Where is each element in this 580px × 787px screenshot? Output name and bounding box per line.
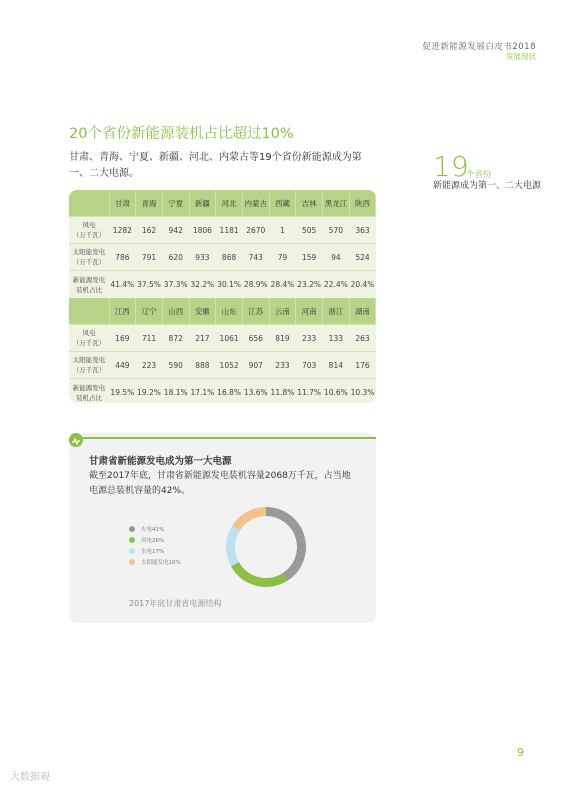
header-title: 促进新能源发展白皮书2018 — [422, 42, 536, 52]
table-row — [69, 379, 376, 404]
table-cell: 263 — [349, 325, 376, 352]
legend-dot — [129, 559, 135, 565]
table-cell: 20.4% — [349, 271, 376, 299]
callout-number: 19 — [433, 150, 469, 183]
table-cell: 888 — [189, 352, 216, 379]
province-header: 内蒙古 — [242, 190, 269, 217]
donut-chart — [225, 506, 307, 588]
legend-label: 水电17% — [141, 548, 165, 555]
table-cell: 32.2% — [189, 271, 216, 299]
table-cell: 159 — [296, 244, 323, 271]
chart-caption: 2017年底甘肃省电源结构 — [129, 599, 222, 608]
table-cell: 786 — [109, 244, 136, 271]
table-cell: 13.6% — [242, 379, 269, 404]
row-label: 新能源发电 装机占比 — [69, 379, 109, 404]
donut-slice — [232, 507, 266, 530]
province-table-panel — [69, 190, 376, 403]
chart-line-icon — [69, 433, 83, 447]
legend-item — [129, 556, 181, 567]
province-header: 浙江 — [323, 298, 350, 325]
legend-item — [129, 523, 181, 534]
table-cell: 30.1% — [216, 271, 243, 299]
province-header: 云南 — [269, 298, 296, 325]
table-cell: 37.3% — [162, 271, 189, 299]
province-header: 河南 — [296, 298, 323, 325]
table-cell: 907 — [242, 352, 269, 379]
province-header: 陕西 — [349, 190, 376, 217]
table-cell: 814 — [323, 352, 350, 379]
table-cell: 19.5% — [109, 379, 136, 404]
donut-slice — [266, 507, 306, 581]
table-cell: 1 — [269, 217, 296, 244]
province-header: 宁夏 — [162, 190, 189, 217]
legend-label: 风电26% — [141, 537, 165, 544]
table-cell: 22.4% — [323, 271, 350, 299]
table-cell: 217 — [189, 325, 216, 352]
table-cell: 524 — [349, 244, 376, 271]
table-header-row — [69, 298, 376, 325]
table-cell: 505 — [296, 217, 323, 244]
table-cell: 1806 — [189, 217, 216, 244]
table-cell: 10.3% — [349, 379, 376, 404]
table-cell: 570 — [323, 217, 350, 244]
table-cell: 449 — [109, 352, 136, 379]
province-header: 安徽 — [189, 298, 216, 325]
table-cell: 656 — [242, 325, 269, 352]
table-cell: 872 — [162, 325, 189, 352]
row-label: 太阳能发电 （万千瓦） — [69, 352, 109, 379]
table-cell: 16.8% — [216, 379, 243, 404]
table-cell: 233 — [269, 352, 296, 379]
table-cell: 169 — [109, 325, 136, 352]
province-header: 江西 — [109, 298, 136, 325]
callout-unit: 个省份 — [466, 170, 492, 180]
row-label: 新能源发电 装机占比 — [69, 271, 109, 299]
province-header: 吉林 — [296, 190, 323, 217]
table-cell: 933 — [189, 244, 216, 271]
table-cell: 1052 — [216, 352, 243, 379]
table-cell: 711 — [136, 325, 163, 352]
row-label: 风电 （万千瓦） — [69, 325, 109, 352]
table-cell: 41.4% — [109, 271, 136, 299]
table-row — [69, 217, 376, 244]
table-cell: 37.5% — [136, 271, 163, 299]
table-cell: 223 — [136, 352, 163, 379]
row-label: 风电 （万千瓦） — [69, 217, 109, 244]
province-table — [69, 190, 376, 403]
section-title: 20个省份新能源装机占比超过10% — [69, 126, 294, 142]
table-cell: 28.4% — [269, 271, 296, 299]
table-corner — [69, 298, 109, 325]
row-label: 太阳能发电 （万千瓦） — [69, 244, 109, 271]
table-cell: 18.1% — [162, 379, 189, 404]
table-row — [69, 244, 376, 271]
table-cell: 176 — [349, 352, 376, 379]
table-cell: 10.6% — [323, 379, 350, 404]
table-cell: 94 — [323, 244, 350, 271]
table-cell: 743 — [242, 244, 269, 271]
legend-item — [129, 545, 181, 556]
donut-slice — [226, 526, 240, 567]
table-cell: 363 — [349, 217, 376, 244]
province-header: 山东 — [216, 298, 243, 325]
province-header: 湖南 — [349, 298, 376, 325]
province-header: 甘肃 — [109, 190, 136, 217]
province-header: 河北 — [216, 190, 243, 217]
legend-dot — [129, 537, 135, 543]
watermark: 大数据观 — [10, 772, 50, 783]
table-cell: 1061 — [216, 325, 243, 352]
province-header: 辽宁 — [136, 298, 163, 325]
table-corner — [69, 190, 109, 217]
table-cell: 233 — [296, 325, 323, 352]
card-divider — [77, 437, 376, 439]
table-cell: 23.2% — [296, 271, 323, 299]
table-cell: 19.2% — [136, 379, 163, 404]
table-cell: 79 — [269, 244, 296, 271]
table-cell: 868 — [216, 244, 243, 271]
province-header: 山西 — [162, 298, 189, 325]
table-cell: 133 — [323, 325, 350, 352]
intro-paragraph: 甘肃、青海、宁夏、新疆、河北、内蒙古等19个省份新能源成为第一、二大电源。 — [69, 152, 362, 179]
legend-dot — [129, 548, 135, 554]
table-cell: 620 — [162, 244, 189, 271]
table-cell: 942 — [162, 217, 189, 244]
province-header: 黑龙江 — [323, 190, 350, 217]
header-subtitle: 发展现状 — [506, 52, 536, 61]
table-cell: 28.9% — [242, 271, 269, 299]
legend-item — [129, 534, 181, 545]
table-cell: 2670 — [242, 217, 269, 244]
province-header: 西藏 — [269, 190, 296, 217]
table-header-row — [69, 190, 376, 217]
gansu-card — [69, 433, 376, 623]
table-cell: 11.8% — [269, 379, 296, 404]
table-cell: 819 — [269, 325, 296, 352]
table-cell: 17.1% — [189, 379, 216, 404]
legend-dot — [129, 526, 135, 532]
card-text: 截至2017年底，甘肃省新能源发电装机容量2068万千瓦，占当地电源总装机容量的42%。 — [89, 471, 351, 496]
table-row — [69, 352, 376, 379]
province-header: 江苏 — [242, 298, 269, 325]
chart-legend — [129, 523, 181, 567]
table-row — [69, 271, 376, 299]
callout-text: 新能源成为第一、二大电源 — [433, 181, 542, 191]
table-cell: 703 — [296, 352, 323, 379]
table-cell: 791 — [136, 244, 163, 271]
card-title: 甘肃省新能源发电成为第一大电源 — [89, 456, 232, 467]
province-header: 青海 — [136, 190, 163, 217]
table-cell: 162 — [136, 217, 163, 244]
legend-label: 太阳能发电16% — [141, 559, 181, 566]
table-cell: 11.7% — [296, 379, 323, 404]
donut-slice — [231, 562, 287, 587]
province-header: 新疆 — [189, 190, 216, 217]
table-cell: 1181 — [216, 217, 243, 244]
table-cell: 1282 — [109, 217, 136, 244]
page-number: 9 — [517, 746, 524, 759]
table-cell: 590 — [162, 352, 189, 379]
table-row — [69, 325, 376, 352]
legend-label: 火电41% — [141, 526, 165, 533]
